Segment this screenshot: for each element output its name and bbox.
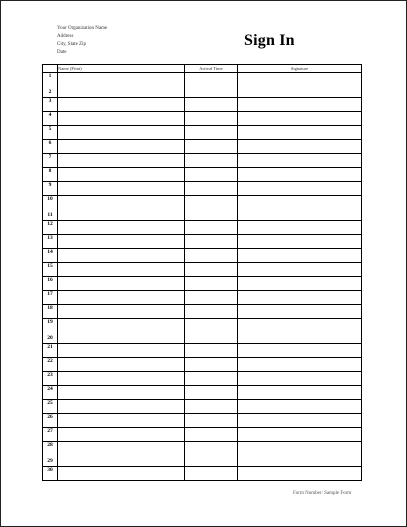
arrival-time-cell[interactable] <box>185 372 238 386</box>
arrival-time-cell[interactable] <box>185 344 238 358</box>
signature-cell[interactable] <box>238 126 362 140</box>
table-row <box>43 168 362 182</box>
arrival-time-cell[interactable] <box>185 221 238 235</box>
arrival-time-cell[interactable] <box>185 291 238 305</box>
row-number: 26 <box>47 414 53 420</box>
table-row <box>43 140 362 154</box>
table-row <box>43 196 362 221</box>
row-number-cell <box>43 263 58 277</box>
arrival-time-cell[interactable] <box>185 196 238 221</box>
table-row <box>43 372 362 386</box>
row-number: 30 <box>47 467 53 473</box>
name-cell[interactable] <box>58 344 185 358</box>
signature-cell[interactable] <box>238 414 362 428</box>
signature-cell[interactable] <box>238 277 362 291</box>
row-number-cell <box>43 182 58 196</box>
name-cell[interactable] <box>58 112 185 126</box>
table-row <box>43 442 362 467</box>
row-number: 9 <box>48 182 52 188</box>
arrival-time-cell[interactable] <box>185 386 238 400</box>
row-number: 24 <box>47 386 53 392</box>
table-row <box>43 112 362 126</box>
signature-cell[interactable] <box>238 372 362 386</box>
arrival-time-cell[interactable] <box>185 277 238 291</box>
row-number-cell <box>43 428 58 442</box>
row-number-cell <box>43 98 58 112</box>
row-number: 10 <box>47 196 53 202</box>
signature-cell[interactable] <box>238 154 362 168</box>
arrival-time-cell[interactable] <box>185 305 238 319</box>
name-cell[interactable] <box>58 196 185 221</box>
row-number-cell <box>43 235 58 249</box>
table-row <box>43 467 362 481</box>
name-cell[interactable] <box>58 235 185 249</box>
table-row <box>43 344 362 358</box>
row-number-cell <box>43 442 58 467</box>
name-cell[interactable] <box>58 168 185 182</box>
signature-cell[interactable] <box>238 263 362 277</box>
arrival-time-cell[interactable] <box>185 442 238 467</box>
row-number: 25 <box>47 400 53 406</box>
row-number-header <box>43 65 58 73</box>
arrival-time-cell[interactable] <box>185 98 238 112</box>
row-number: 5 <box>48 126 52 132</box>
name-cell[interactable] <box>58 277 185 291</box>
signature-cell[interactable] <box>238 168 362 182</box>
signature-cell[interactable] <box>238 221 362 235</box>
signature-cell[interactable] <box>238 400 362 414</box>
name-column-header: Name (Print) <box>58 65 185 73</box>
row-number-cell <box>43 154 58 168</box>
arrival-time-cell[interactable] <box>185 358 238 372</box>
row-number-cell <box>43 112 58 126</box>
organization-info <box>57 25 107 57</box>
organization-address: Address <box>57 34 74 39</box>
table-row <box>43 263 362 277</box>
signature-cell[interactable] <box>238 358 362 372</box>
row-number-cell <box>43 467 58 481</box>
row-number-cell <box>43 196 58 221</box>
row-number-cell <box>43 291 58 305</box>
sign-in-table <box>42 64 362 481</box>
name-cell[interactable] <box>58 372 185 386</box>
row-number-cell <box>43 344 58 358</box>
name-cell[interactable] <box>58 249 185 263</box>
row-number: 27 <box>47 428 53 434</box>
signature-cell[interactable] <box>238 249 362 263</box>
row-number: 18 <box>47 305 53 311</box>
row-number: 11 <box>47 212 53 218</box>
row-number-cell <box>43 358 58 372</box>
signature-cell[interactable] <box>238 291 362 305</box>
name-cell[interactable] <box>58 467 185 481</box>
footer-form-number: Form Number: Sample Form <box>293 491 352 496</box>
arrival-time-cell[interactable] <box>185 263 238 277</box>
arrival-time-cell[interactable] <box>185 154 238 168</box>
row-number-cell <box>43 305 58 319</box>
table-row <box>43 428 362 442</box>
table-row <box>43 414 362 428</box>
name-cell[interactable] <box>58 154 185 168</box>
table-row <box>43 126 362 140</box>
arrival-time-cell[interactable] <box>185 182 238 196</box>
row-number-cell <box>43 140 58 154</box>
signature-cell[interactable] <box>238 442 362 467</box>
row-number: 17 <box>47 291 53 297</box>
table-row <box>43 98 362 112</box>
table-row <box>43 291 362 305</box>
row-number-cell <box>43 168 58 182</box>
row-number: 7 <box>48 154 52 160</box>
table-row <box>43 400 362 414</box>
signature-cell[interactable] <box>238 386 362 400</box>
signature-cell[interactable] <box>238 319 362 344</box>
table-row <box>43 182 362 196</box>
organization-name: Your Organization Name <box>57 26 108 31</box>
table-row <box>43 249 362 263</box>
arrival-time-cell[interactable] <box>185 414 238 428</box>
name-cell[interactable] <box>58 414 185 428</box>
row-number: 4 <box>48 112 52 118</box>
arrival-time-cell[interactable] <box>185 126 238 140</box>
row-number: 6 <box>48 140 52 146</box>
signature-cell[interactable] <box>238 73 362 98</box>
table-row <box>43 386 362 400</box>
name-cell[interactable] <box>58 400 185 414</box>
signature-cell[interactable] <box>238 467 362 481</box>
table-row <box>43 277 362 291</box>
row-number-cell <box>43 277 58 291</box>
name-cell[interactable] <box>58 291 185 305</box>
row-number: 29 <box>47 458 53 464</box>
name-cell[interactable] <box>58 263 185 277</box>
name-cell[interactable] <box>58 386 185 400</box>
table-row <box>43 235 362 249</box>
row-number: 13 <box>47 235 53 241</box>
signature-cell[interactable] <box>238 112 362 126</box>
organization-city: City, State Zip <box>57 42 86 47</box>
name-cell[interactable] <box>58 126 185 140</box>
row-number-cell <box>43 126 58 140</box>
row-number-cell <box>43 414 58 428</box>
arrival-time-cell[interactable] <box>185 235 238 249</box>
row-number: 8 <box>48 168 52 174</box>
signature-cell[interactable] <box>238 98 362 112</box>
row-number: 21 <box>47 344 53 350</box>
table-row <box>43 73 362 98</box>
name-cell[interactable] <box>58 442 185 467</box>
arrival-time-cell[interactable] <box>185 249 238 263</box>
table-row <box>43 358 362 372</box>
arrival-time-cell[interactable] <box>185 467 238 481</box>
row-number-cell <box>43 372 58 386</box>
row-number: 12 <box>47 221 53 227</box>
table-row <box>43 305 362 319</box>
signature-cell[interactable] <box>238 196 362 221</box>
table-header-row <box>43 65 362 73</box>
arrival-time-cell[interactable] <box>185 73 238 98</box>
signature-cell[interactable] <box>238 305 362 319</box>
row-number-cell <box>43 400 58 414</box>
row-number: 23 <box>47 372 53 378</box>
sign-in-table-wrapper <box>42 64 362 481</box>
table-row <box>43 154 362 168</box>
name-cell[interactable] <box>58 221 185 235</box>
name-cell[interactable] <box>58 73 185 98</box>
sign-in-table-body <box>43 73 362 481</box>
signature-cell[interactable] <box>238 140 362 154</box>
arrival-time-cell[interactable] <box>185 168 238 182</box>
row-number: 16 <box>47 277 53 283</box>
row-number: 22 <box>47 358 53 364</box>
row-number: 19 <box>47 319 53 325</box>
name-cell[interactable] <box>58 428 185 442</box>
name-cell[interactable] <box>58 98 185 112</box>
signature-cell[interactable] <box>238 344 362 358</box>
signature-column-header: Signature <box>238 65 362 73</box>
row-number: 14 <box>47 249 53 255</box>
arrival-time-cell[interactable] <box>185 319 238 344</box>
name-cell[interactable] <box>58 358 185 372</box>
row-number-cell <box>43 249 58 263</box>
row-number-cell <box>43 319 58 344</box>
arrival-time-cell[interactable] <box>185 400 238 414</box>
date-label: Date <box>57 50 67 55</box>
arrival-time-column-header: Arrival Time <box>185 65 238 73</box>
table-row <box>43 319 362 344</box>
row-number: 2 <box>48 89 52 95</box>
arrival-time-cell[interactable] <box>185 428 238 442</box>
arrival-time-cell[interactable] <box>185 112 238 126</box>
row-number-cell <box>43 221 58 235</box>
row-number: 28 <box>47 442 53 448</box>
table-row <box>43 221 362 235</box>
arrival-time-cell[interactable] <box>185 140 238 154</box>
signature-cell[interactable] <box>238 182 362 196</box>
row-number: 3 <box>48 98 52 104</box>
name-cell[interactable] <box>58 305 185 319</box>
name-cell[interactable] <box>58 140 185 154</box>
page-title: Sign In <box>244 32 295 49</box>
name-cell[interactable] <box>58 182 185 196</box>
signature-cell[interactable] <box>238 428 362 442</box>
row-number-cell <box>43 73 58 98</box>
row-number: 20 <box>47 335 53 341</box>
row-number: 15 <box>47 263 53 269</box>
row-number: 1 <box>48 73 52 79</box>
row-number-cell <box>43 386 58 400</box>
signature-cell[interactable] <box>238 235 362 249</box>
name-cell[interactable] <box>58 319 185 344</box>
